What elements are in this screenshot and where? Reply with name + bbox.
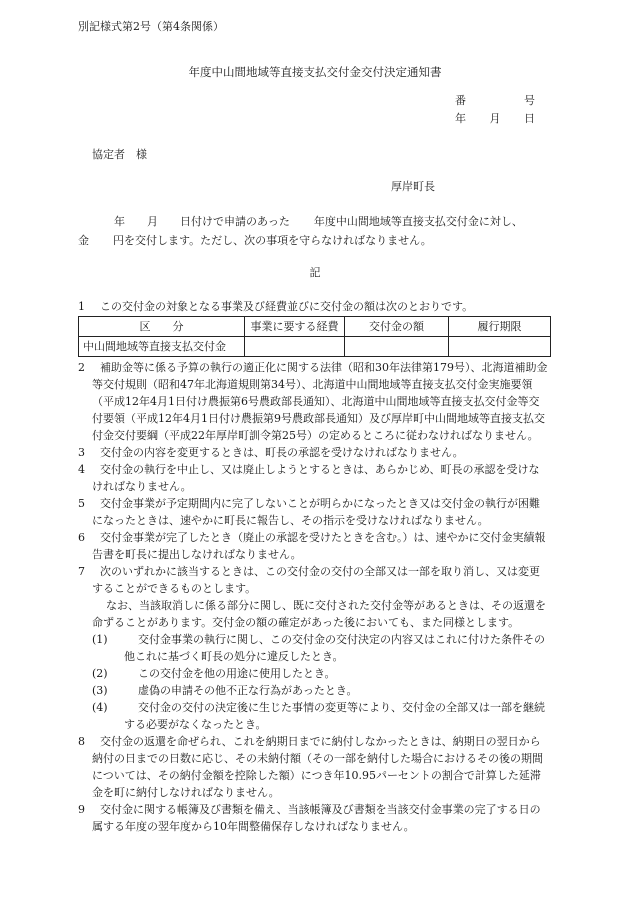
sub-item bbox=[78, 699, 550, 733]
item-number: 6 bbox=[78, 531, 85, 544]
body-amount-label: 金 bbox=[78, 234, 89, 247]
table-cell: 中山間地域等直接支払交付金 bbox=[79, 337, 245, 357]
sub-item bbox=[78, 682, 550, 699]
sub-item-number: (1) bbox=[92, 633, 108, 646]
list-item bbox=[78, 801, 550, 835]
item-paragraph: なお、当該取消しに係る部分に関し、既に交付された交付金等があるときは、その返還を命ずることがあります。交付金の額の確定があった後においても、また同様とします。 bbox=[92, 599, 546, 629]
sub-item-text: この交付金を他の用途に使用したとき。 bbox=[138, 667, 336, 680]
sub-item-number: (2) bbox=[92, 667, 108, 680]
document-title: 年度中山間地域等直接支払交付金交付決定通知書 bbox=[188, 65, 442, 79]
table-header: 区 分 bbox=[79, 317, 245, 337]
table-header-row bbox=[79, 317, 551, 337]
item-number: 1 bbox=[78, 300, 85, 313]
date-line bbox=[455, 110, 535, 127]
issuer: 厚岸町長 bbox=[391, 180, 435, 193]
date-day: 日 bbox=[524, 112, 535, 125]
body-day-text: 日付けで申請のあった bbox=[180, 215, 290, 228]
number-go: 号 bbox=[524, 94, 535, 107]
body-month: 月 bbox=[147, 215, 158, 228]
body-request-text: 年度中山間地域等直接支払交付金に対し、 bbox=[313, 215, 523, 228]
list-item bbox=[78, 444, 550, 461]
item-text: 補助金等に係る予算の執行の適正化に関する法律（昭和30年法律第179号）、北海道補助金等交付規則（昭和47年北海道規則第34号）、北海道中山間地域等直接支払交付金実施要領（平成12年4月1日付け農振第6号農政部長通知）、北海道中山間地域等直接支払交付金等交付要領（平成12年4月1日付け農振第9号農政部長通知）及び厚岸町中山間地域等直接支払交付金交付要綱（平成22年厚岸町訓令第25号）の定めるところに従わなければなりません。 bbox=[92, 361, 548, 442]
body-year: 年 bbox=[114, 215, 125, 228]
list-item bbox=[78, 495, 550, 529]
item-text: 交付金に関する帳簿及び書類を備え、当該帳簿及び書類を当該交付金事業の完了する日の属する年度の翌年度から10年間整備保存しなければなりません。 bbox=[92, 803, 541, 833]
list-item bbox=[78, 529, 550, 563]
body-amount-text: 円を交付します。ただし、次の事項を守らなければなりません。 bbox=[113, 234, 432, 247]
table-cell bbox=[449, 337, 551, 357]
table-row bbox=[79, 337, 551, 357]
item-number: 7 bbox=[78, 565, 85, 578]
form-label: 別記様式第2号（第4条関係） bbox=[78, 20, 224, 33]
item-text: 交付金の返還を命ぜられ、これを納期日までに納付しなかったときは、納期日の翌日から納付の日までの日数に応じ、その未納付額（その一部を納付した場合におけるその後の期間については、その納付金額を控除した額）につき年10.95パーセントの割合で計算した延滞金を町に納付しなければなりません。 bbox=[92, 735, 543, 799]
recipient: 協定者 様 bbox=[92, 148, 147, 161]
item-number: 3 bbox=[78, 446, 85, 459]
sub-item-text: 虚偽の申請その他不正な行為があったとき。 bbox=[138, 684, 358, 697]
table-header: 交付金の額 bbox=[345, 317, 449, 337]
table-header: 履行期限 bbox=[449, 317, 551, 337]
sub-item-number: (3) bbox=[92, 684, 108, 697]
sub-item-number: (4) bbox=[92, 701, 108, 714]
item-number: 4 bbox=[78, 463, 85, 476]
conditions-list bbox=[78, 298, 550, 835]
grant-table bbox=[78, 316, 551, 357]
item-text: 交付金事業が予定期間内に完了しないことが明らかになったとき又は交付金の執行が困難になったときは、速やかに町長に報告し、その指示を受けなければなりません。 bbox=[92, 497, 540, 527]
list-item bbox=[78, 298, 550, 315]
item-number: 8 bbox=[78, 735, 85, 748]
list-item bbox=[78, 359, 550, 444]
list-item bbox=[78, 733, 550, 801]
table-cell bbox=[245, 337, 345, 357]
sub-item-text: 交付金の交付の決定後に生じた事情の変更等により、交付金の全部又は一部を継続する必要がなくなったとき。 bbox=[124, 701, 545, 731]
item-text: この交付金の対象となる事業及び経費並びに交付金の額は次のとおりです。 bbox=[100, 300, 474, 313]
item-number: 2 bbox=[78, 361, 85, 374]
sub-item-text: 交付金事業の執行に関し、この交付金の交付決定の内容又はこれに付けた条件その他これに基づく町長の処分に違反したとき。 bbox=[124, 633, 545, 663]
item-number: 9 bbox=[78, 803, 85, 816]
sub-item bbox=[78, 665, 550, 682]
item-number: 5 bbox=[78, 497, 85, 510]
number-ban: 番 bbox=[455, 94, 466, 107]
table-header: 事業に要する経費 bbox=[245, 317, 345, 337]
date-month: 月 bbox=[489, 112, 501, 125]
item-text: 交付金の執行を中止し、又は廃止しようとするときは、あらかじめ、町長の承認を受けなければなりません。 bbox=[92, 463, 540, 493]
list-item bbox=[78, 461, 550, 495]
date-year: 年 bbox=[455, 112, 466, 125]
table-cell bbox=[345, 337, 449, 357]
list-item bbox=[78, 563, 550, 733]
ki-heading: 記 bbox=[309, 266, 321, 279]
body-line-1 bbox=[78, 213, 523, 230]
number-line bbox=[455, 92, 535, 109]
item-text: 次のいずれかに該当するときは、この交付金の交付の全部又は一部を取り消し、又は変更することができるものとします。 bbox=[92, 565, 540, 595]
item-text: 交付金事業が完了したとき（廃止の承認を受けたときを含む。）は、速やかに交付金実績報告書を町長に提出しなければなりません。 bbox=[92, 531, 546, 561]
body-line-2 bbox=[78, 232, 432, 249]
sub-item bbox=[78, 631, 550, 665]
item-text: 交付金の内容を変更するときは、町長の承認を受けなければなりません。 bbox=[100, 446, 464, 459]
